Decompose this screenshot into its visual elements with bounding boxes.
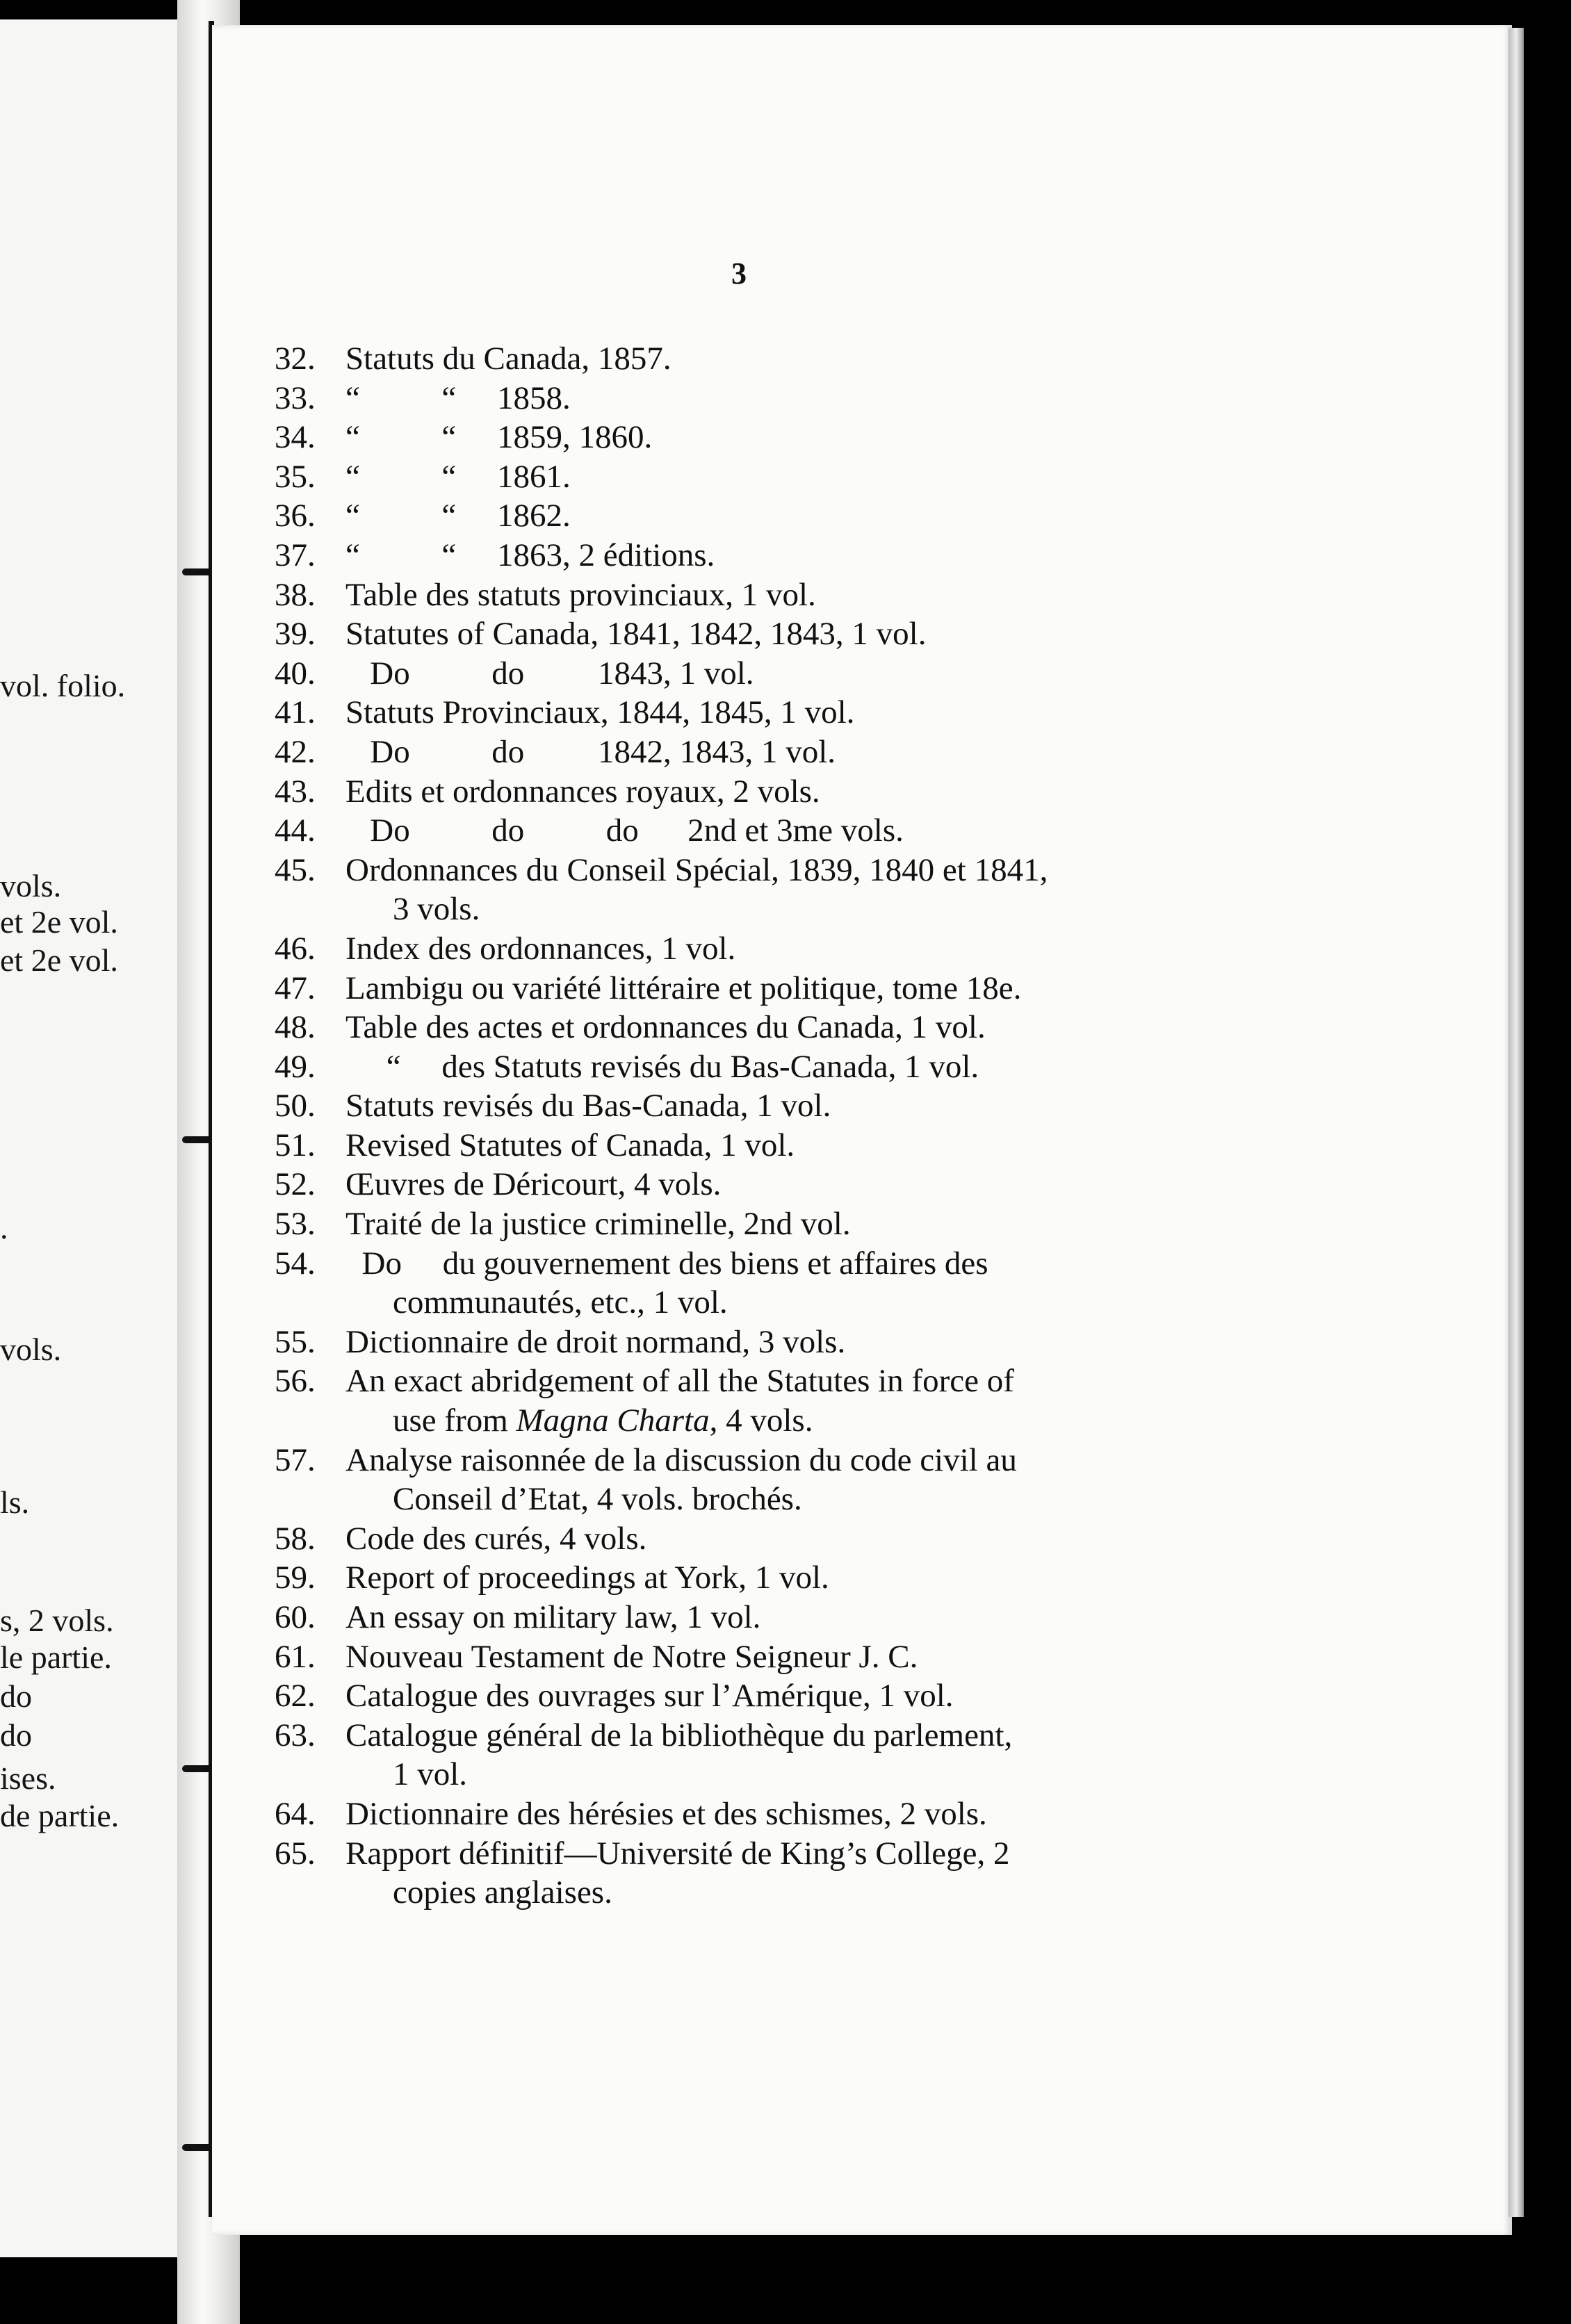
- entry-text: Do do 1843, 1 vol.: [345, 655, 754, 692]
- entry-text: use from Magna Charta, 4 vols.: [393, 1402, 813, 1439]
- entry-text: Traité de la justice criminelle, 2nd vol.: [345, 1206, 851, 1243]
- catalogue-entry: [275, 890, 1241, 929]
- catalogue-entry: [275, 1558, 1241, 1598]
- catalogue-entry: [275, 1755, 1241, 1794]
- entry-number: 33.: [275, 379, 316, 416]
- entry-number: 32.: [275, 341, 316, 377]
- entry-text: Catalogue général de la bibliothèque du parlement,: [345, 1717, 1013, 1753]
- catalogue-entry: [275, 969, 1241, 1008]
- catalogue-entry: [275, 1676, 1241, 1716]
- catalogue-entry: [275, 929, 1241, 969]
- entry-number: 34.: [275, 419, 316, 456]
- entry-number: 36.: [275, 498, 316, 534]
- entry-number: 62.: [275, 1678, 316, 1715]
- entry-text: Rapport définitif—Université de King’s College, 2: [345, 1835, 1010, 1872]
- entry-number: 55.: [275, 1323, 316, 1360]
- catalogue-entry: [275, 733, 1241, 772]
- left-page-fragment: et 2e vol.: [0, 904, 118, 940]
- entry-text: Do do do 2nd et 3me vols.: [345, 812, 904, 849]
- catalogue-entry: [275, 457, 1241, 497]
- entry-number: 65.: [275, 1835, 316, 1872]
- entry-number: 47.: [275, 969, 316, 1006]
- entry-text: Index des ordonnances, 1 vol.: [345, 930, 736, 967]
- catalogue-entry: [275, 1401, 1241, 1441]
- entry-text: Code des curés, 4 vols.: [345, 1520, 647, 1557]
- left-page-fragment: de partie.: [0, 1798, 120, 1833]
- catalogue-list: [275, 339, 1241, 1913]
- entry-number: 58.: [275, 1520, 316, 1557]
- catalogue-entry: [275, 496, 1241, 536]
- catalogue-entry: [275, 851, 1241, 890]
- entry-text: Do du gouvernement des biens et affaires des: [345, 1245, 988, 1282]
- left-page-fragment: do: [0, 1678, 32, 1714]
- catalogue-entry: [275, 1361, 1241, 1401]
- entry-text: Analyse raisonnée de la discussion du code civil au: [345, 1441, 1017, 1478]
- entry-text: “ “ 1863, 2 éditions.: [345, 537, 715, 573]
- catalogue-entry: [275, 693, 1241, 733]
- left-page-fragment: et 2e vol.: [0, 942, 118, 978]
- page-edge: [1508, 28, 1524, 2217]
- entry-text: Do do 1842, 1843, 1 vol.: [345, 733, 836, 770]
- entry-text: “ “ 1861.: [345, 458, 571, 495]
- entry-text: copies anglaises.: [393, 1874, 612, 1911]
- entry-text: “ “ 1858.: [345, 379, 571, 416]
- entry-text: Dictionnaire de droit normand, 3 vols.: [345, 1323, 846, 1360]
- left-page-fragment: do: [0, 1717, 32, 1753]
- entry-text: An essay on military law, 1 vol.: [345, 1599, 761, 1635]
- catalogue-entry: [275, 1716, 1241, 1756]
- catalogue-entry: [275, 654, 1241, 694]
- catalogue-entry: [275, 1126, 1241, 1165]
- entry-text: Statutes of Canada, 1841, 1842, 1843, 1 vol.: [345, 616, 927, 653]
- entry-number: 63.: [275, 1717, 316, 1753]
- catalogue-entry: [275, 1834, 1241, 1874]
- entry-number: 50.: [275, 1088, 316, 1124]
- entry-text: Statuts revisés du Bas-Canada, 1 vol.: [345, 1088, 831, 1124]
- entry-number: 64.: [275, 1795, 316, 1832]
- catalogue-entry: [275, 1204, 1241, 1244]
- entry-text: communautés, etc., 1 vol.: [393, 1284, 728, 1321]
- catalogue-entry: [275, 1008, 1241, 1047]
- entry-text: 3 vols.: [393, 891, 480, 928]
- entry-number: [275, 1480, 345, 1519]
- entry-number: [275, 1755, 345, 1794]
- entry-text: Œuvres de Déricourt, 4 vols.: [345, 1166, 722, 1203]
- catalogue-entry: [275, 379, 1241, 418]
- catalogue-entry: [275, 1323, 1241, 1362]
- entry-number: 41.: [275, 694, 316, 731]
- catalogue-entry: [275, 1637, 1241, 1677]
- catalogue-entry: [275, 1598, 1241, 1637]
- left-page-fragment: vol. folio.: [0, 668, 126, 703]
- entry-text: “ des Statuts revisés du Bas-Canada, 1 vol.: [345, 1048, 979, 1085]
- entry-text: An exact abridgement of all the Statutes in force of: [345, 1363, 1014, 1400]
- left-page-fragment: ises.: [0, 1760, 56, 1796]
- entry-text: 1 vol.: [393, 1756, 468, 1793]
- entry-text: Statuts Provinciaux, 1844, 1845, 1 vol.: [345, 694, 855, 731]
- catalogue-entry: [275, 575, 1241, 615]
- entry-number: 38.: [275, 576, 316, 613]
- entry-text: Edits et ordonnances royaux, 2 vols.: [345, 773, 820, 810]
- entry-number: 51.: [275, 1127, 316, 1163]
- catalogue-entry: [275, 772, 1241, 812]
- entry-text: Table des statuts provinciaux, 1 vol.: [345, 576, 816, 613]
- catalogue-entry: [275, 1480, 1241, 1519]
- left-page-fragment: vols.: [0, 1332, 62, 1367]
- entry-text: “ “ 1859, 1860.: [345, 419, 653, 456]
- entry-number: [275, 1283, 345, 1323]
- entry-number: 59.: [275, 1560, 316, 1596]
- catalogue-entry: [275, 1086, 1241, 1126]
- entry-number: 54.: [275, 1245, 316, 1282]
- catalogue-entry: [275, 1165, 1241, 1204]
- entry-text: Ordonnances du Conseil Spécial, 1839, 1840 et 1841,: [345, 851, 1048, 888]
- entry-number: [275, 890, 345, 929]
- entry-number: 37.: [275, 537, 316, 573]
- catalogue-entry: [275, 1244, 1241, 1284]
- entry-number: 56.: [275, 1363, 316, 1400]
- entry-number: 43.: [275, 773, 316, 810]
- catalogue-entry: [275, 1283, 1241, 1323]
- catalogue-entry: [275, 1873, 1241, 1913]
- left-page-fragment: s, 2 vols.: [0, 1603, 114, 1638]
- entry-text: Statuts du Canada, 1857.: [345, 341, 671, 377]
- entry-text: Lambigu ou variété littéraire et politique, tome 18e.: [345, 969, 1022, 1006]
- entry-number: 39.: [275, 616, 316, 653]
- entry-number: [275, 1873, 345, 1913]
- catalogue-entry: [275, 811, 1241, 851]
- entry-number: 52.: [275, 1166, 316, 1203]
- catalogue-entry: [275, 1047, 1241, 1087]
- entry-text: Revised Statutes of Canada, 1 vol.: [345, 1127, 795, 1163]
- catalogue-entry: [275, 1794, 1241, 1834]
- entry-text: Table des actes et ordonnances du Canada, 1 vol.: [345, 1009, 986, 1046]
- entry-number: 44.: [275, 812, 316, 849]
- left-page-fragment: le partie.: [0, 1639, 112, 1675]
- entry-text: Catalogue des ouvrages sur l’Amérique, 1 vol.: [345, 1678, 954, 1715]
- entry-number: 49.: [275, 1048, 316, 1085]
- catalogue-entry: [275, 1441, 1241, 1480]
- entry-text: Report of proceedings at York, 1 vol.: [345, 1560, 829, 1596]
- left-page-fragment: ls.: [0, 1484, 30, 1520]
- entry-number: 53.: [275, 1206, 316, 1243]
- page-number: 3: [731, 256, 747, 290]
- entry-number: [275, 1401, 345, 1441]
- entry-text: Conseil d’Etat, 4 vols. brochés.: [393, 1481, 802, 1518]
- entry-text: Dictionnaire des hérésies et des schismes, 2 vols.: [345, 1795, 987, 1832]
- entry-number: 60.: [275, 1599, 316, 1635]
- entry-text: Nouveau Testament de Notre Seigneur J. C.: [345, 1638, 918, 1675]
- catalogue-entry: [275, 339, 1241, 379]
- entry-number: 45.: [275, 851, 316, 888]
- catalogue-entry: [275, 1519, 1241, 1559]
- left-page-fragment: .: [0, 1210, 8, 1245]
- entry-number: 40.: [275, 655, 316, 692]
- catalogue-entry: [275, 614, 1241, 654]
- entry-number: 35.: [275, 458, 316, 495]
- entry-number: 48.: [275, 1009, 316, 1046]
- entry-number: 42.: [275, 733, 316, 770]
- catalogue-entry: [275, 418, 1241, 457]
- left-page-fragment: vols.: [0, 868, 62, 903]
- catalogue-entry: [275, 536, 1241, 575]
- entry-number: 57.: [275, 1441, 316, 1478]
- entry-number: 46.: [275, 930, 316, 967]
- entry-number: 61.: [275, 1638, 316, 1675]
- entry-text: “ “ 1862.: [345, 498, 571, 534]
